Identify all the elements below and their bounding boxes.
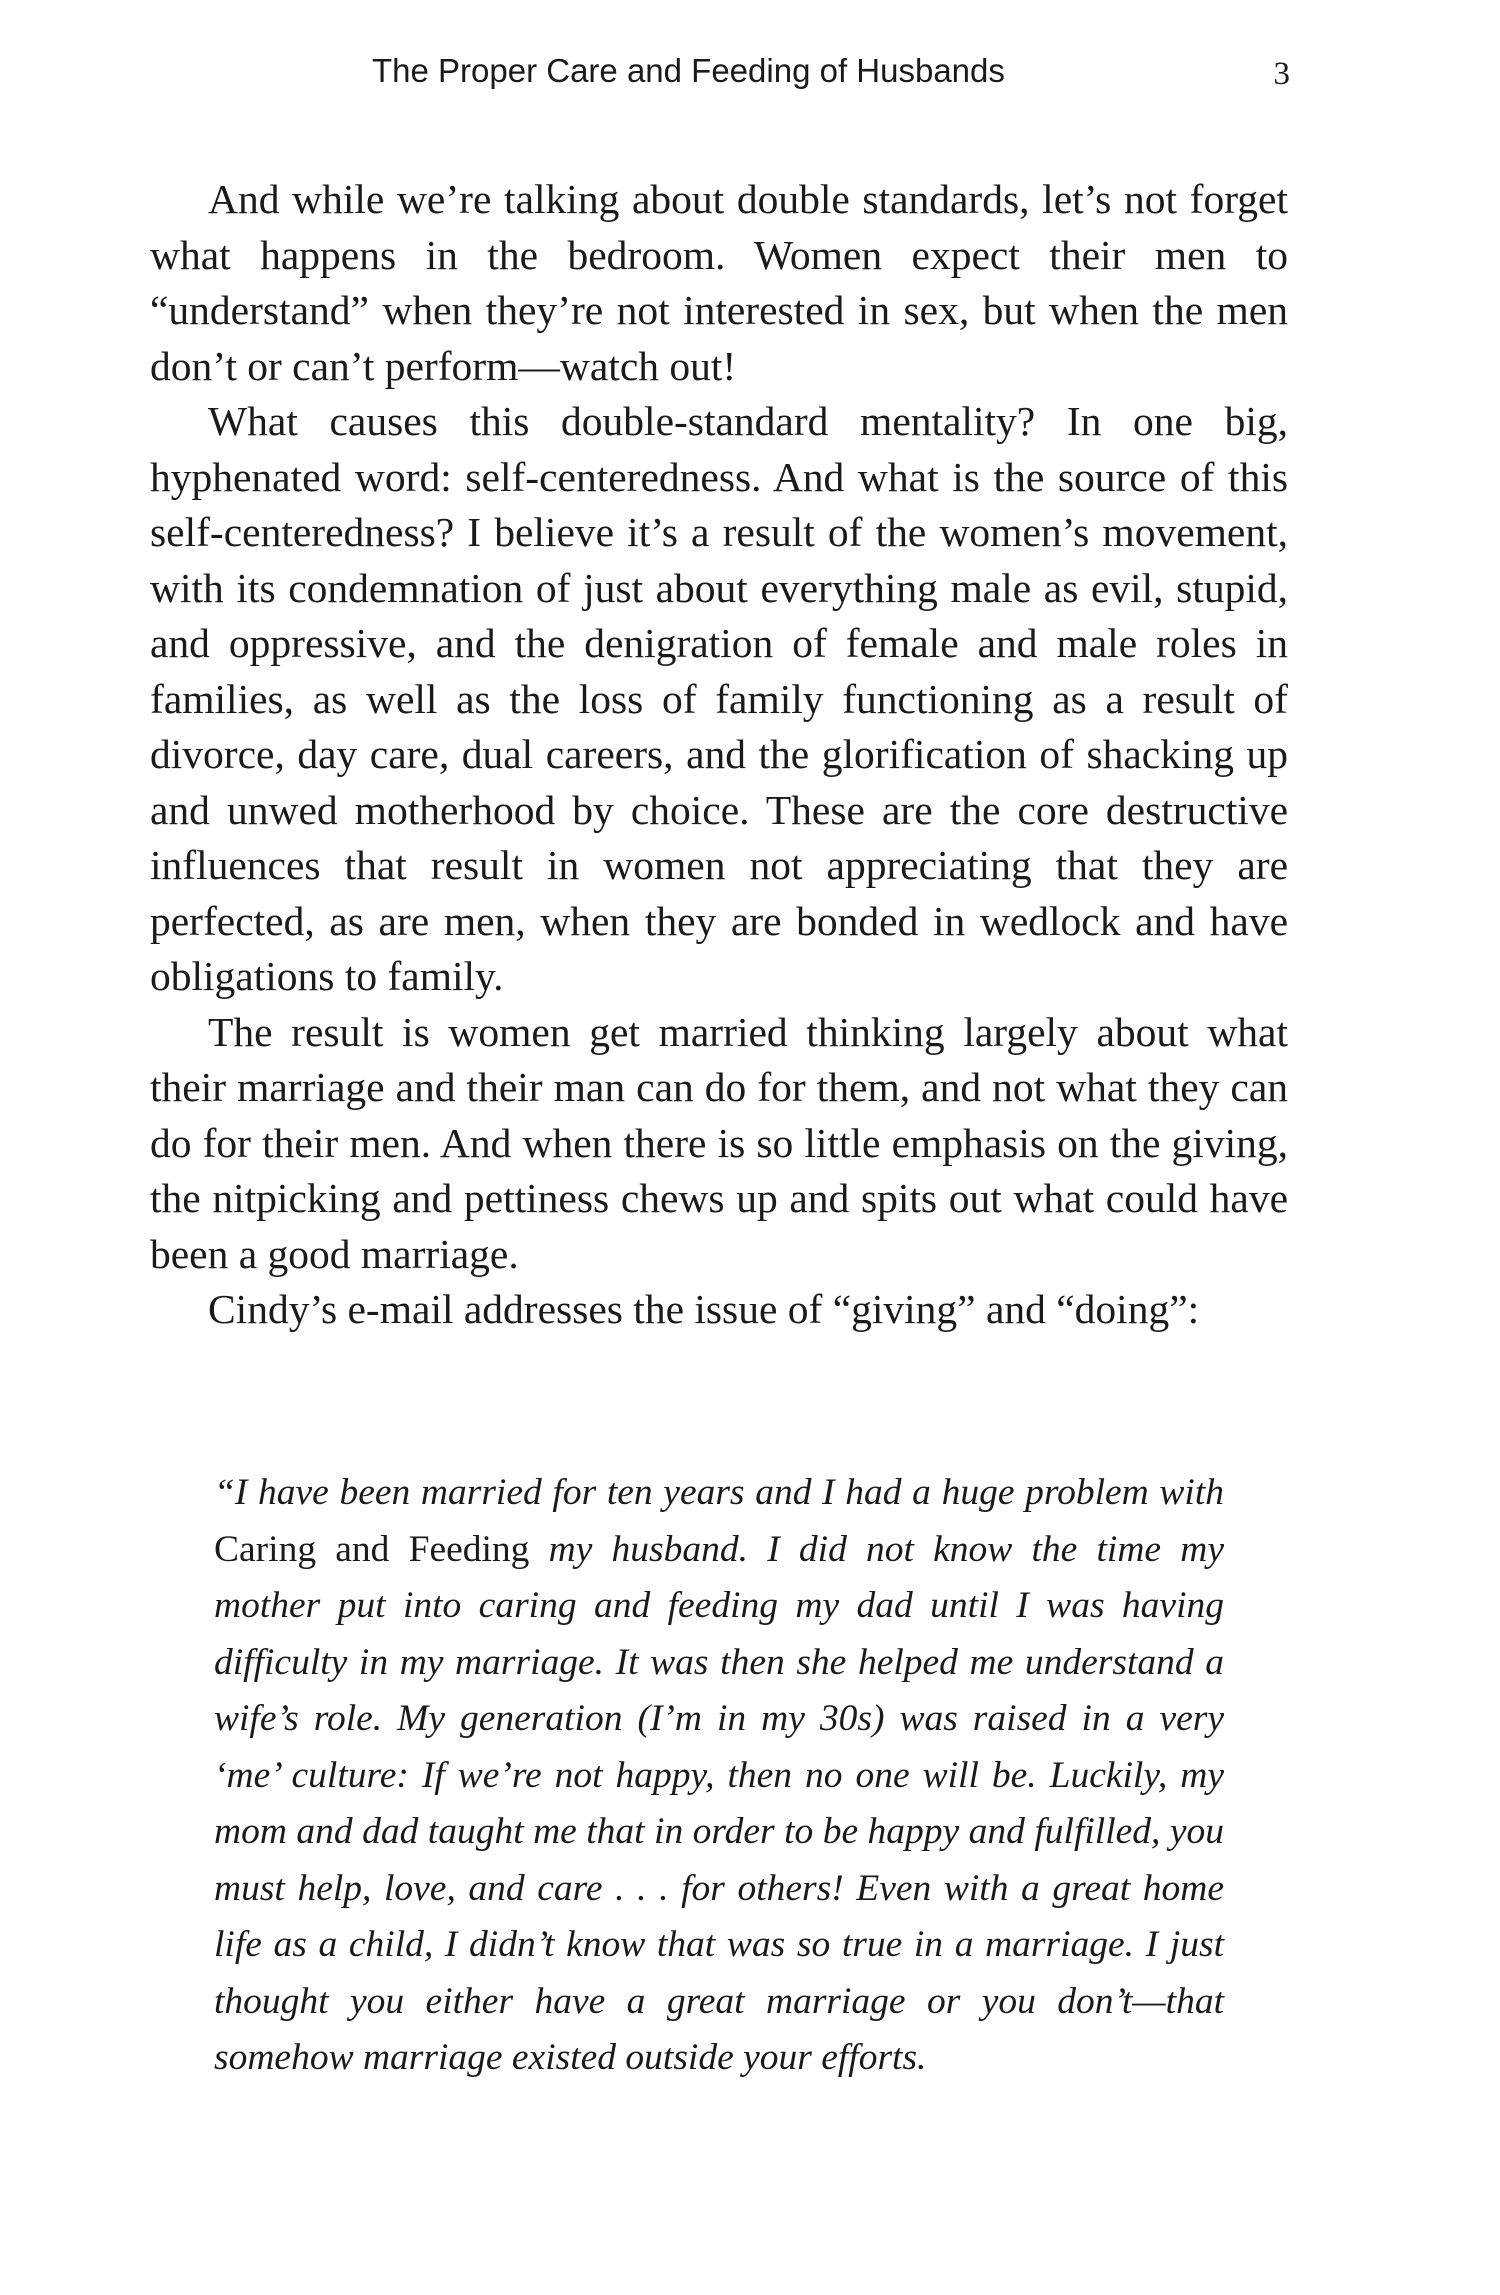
body-text: [150, 172, 1288, 1338]
paragraph: And while we’re talking about double standards, let’s not forget what happens in the bedroom. Women expect their men to “understand” when they’re not interested in sex, but when the men don’t or can’t perform—watch out!: [150, 176, 1288, 389]
quote-book-title: Caring and Feeding: [214, 1528, 530, 1570]
block-quote: [214, 1465, 1224, 2087]
running-title: The Proper Care and Feeding of Husbands: [372, 52, 1005, 89]
quote-text-part: my husband. I did not know the time my mother put into caring and feeding my dad until I was having difficulty in my marriage. It was then she helped me understand a wife’s role. My generation (I’m in my 30s) was raised in a very ‘me’ culture: If we’re not happy, then no one will be. Luckily, my mom and dad taught me that in order to be happy and fulfilled, you must help, love, and care . . . for others! Even with a great home life as a child, I didn’t know that was so true in a marriage. I just thought you either have a great marriage or you don’t—that somehow marriage existed outside your efforts.: [214, 1528, 1224, 2078]
paragraph: What causes this double-standard mentality? In one big, hyphenated word: self-centeredness. And what is the source of this self-centeredness? I believe it’s a result of the women’s movement, with its condemnation of just about everything male as evil, stupid, and oppressive, and the denigration of female and male roles in families, as well as the loss of family functioning as a result of divorce, day care, dual careers, and the glorification of shacking up and unwed motherhood by choice. These are the core destructive influences that result in women not appreciating that they are perfected, as are men, when they are bonded in wedlock and have obligations to family.: [150, 398, 1288, 999]
running-head: [150, 52, 1290, 102]
paragraph: Cindy’s e-mail addresses the issue of “giving” and “doing”:: [208, 1286, 1200, 1332]
quote-text-part: “I have been married for ten years and I had a huge problem with: [214, 1472, 1224, 1513]
paragraph: The result is women get married thinking largely about what their marriage and their man can do for them, and not what they can do for their men. And when there is so little emphasis on the giving, the nitpicking and pettiness chews up and spits out what could have been a good marriage.: [150, 1008, 1288, 1277]
page-number: 3: [1273, 56, 1290, 92]
quote-text: [214, 1465, 1224, 2087]
